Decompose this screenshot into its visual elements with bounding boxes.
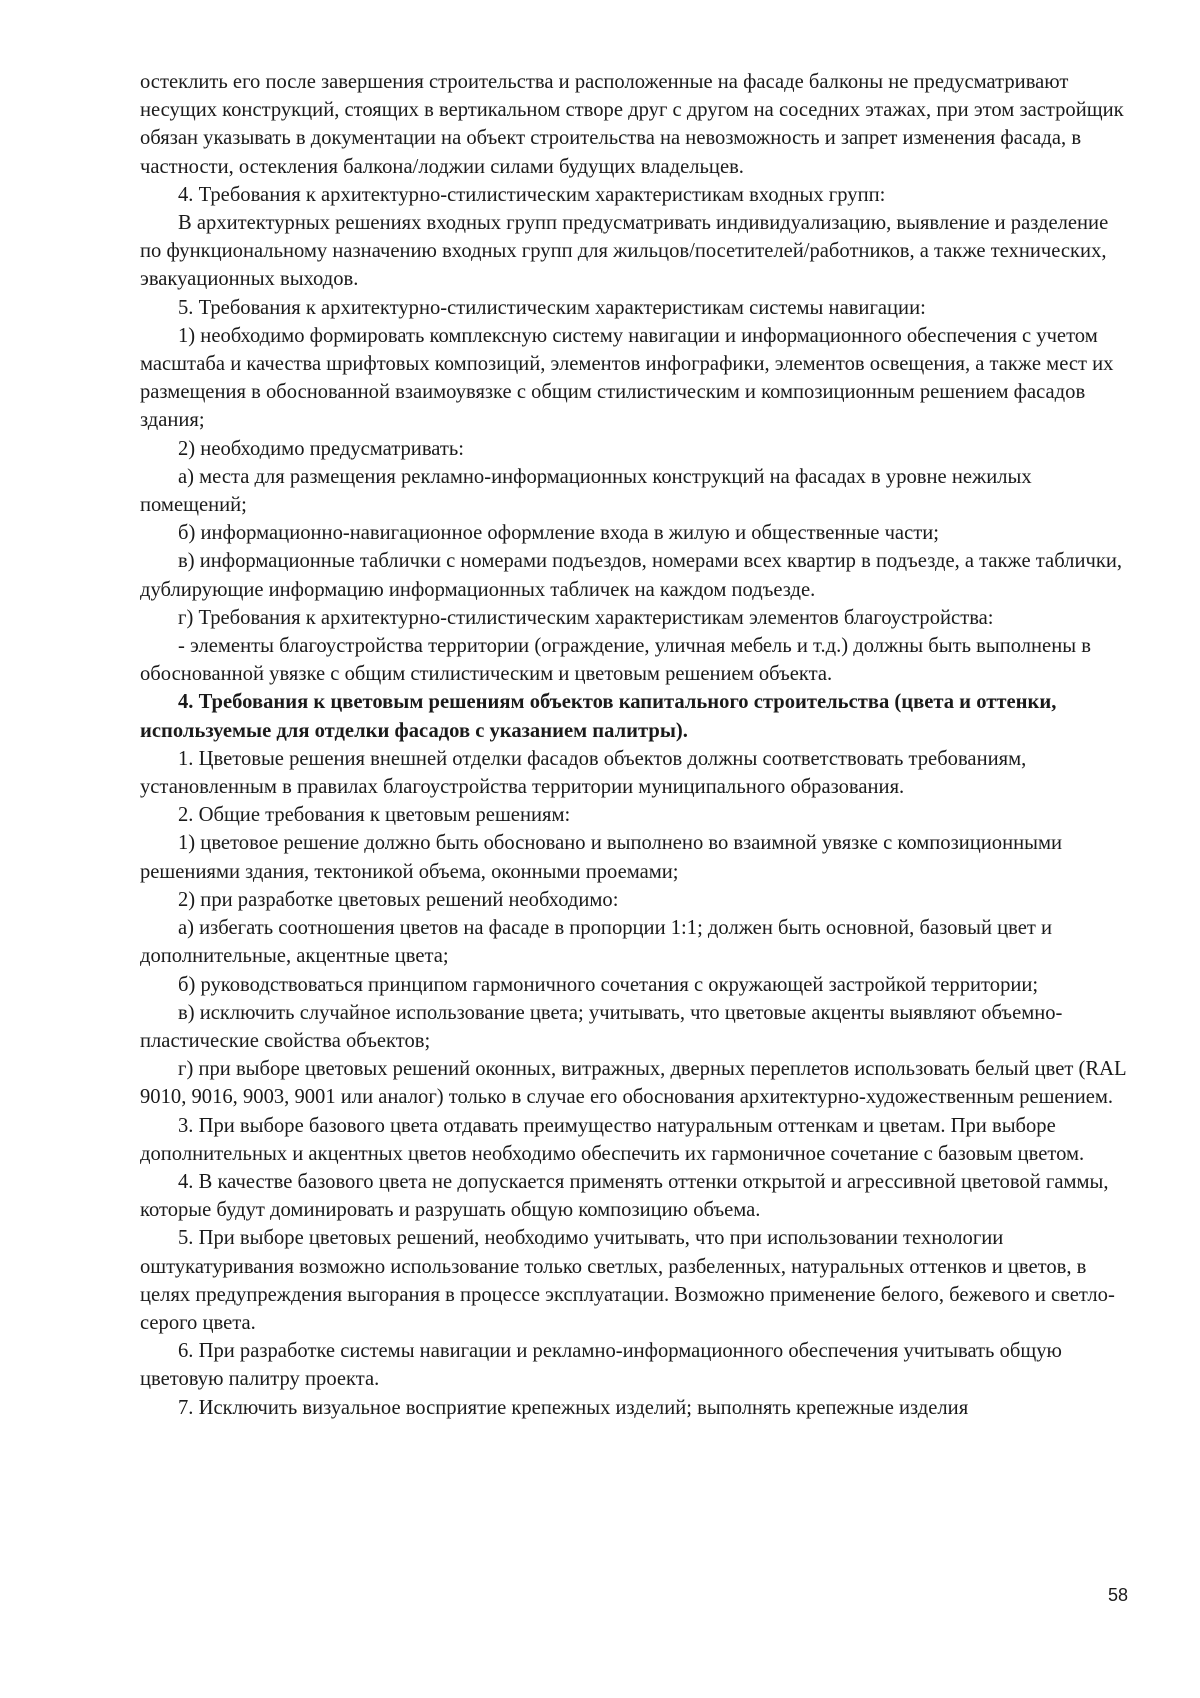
subitem-g-white-color: г) при выборе цветовых решений оконных, витражных, дверных переплетов использовать белый цвет (RAL 9010, 9016, 9003, 9001 или аналог) только в случае его обоснования архитектурно-художественным решением. (140, 1058, 1126, 1109)
subitem-1-color-solution: 1) цветовое решение должно быть обосновано и выполнено во взаимной увязке с композиционными решениями здания, тектоникой объема, оконными проемами; (140, 832, 1063, 883)
subitem-1-navigation-system: 1) необходимо формировать комплексную систему навигации и информационного обеспечения с учетом масштаба и качества шрифтовых композиций, элементов инфографики, элементов освещения, а также мест их размещения в обоснованной взаимоувязке с общим стилистическим и композиционным решением фасадов здания; (140, 324, 1114, 432)
item-3-base-color: 3. При выборе базового цвета отдавать преимущество натуральным оттенкам и цветам. При выборе дополнительных и акцентных цветов необходимо обеспечить их гармоничное сочетание с базовым цветом. (140, 1114, 1085, 1165)
item-5-navigation: 5. Требования к архитектурно-стилистическим характеристикам системы навигации: (178, 296, 926, 319)
item-7-fasteners: 7. Исключить визуальное восприятие крепежных изделий; выполнять крепежные изделия (178, 1396, 969, 1419)
subitem-b-navigation-design: б) информационно-навигационное оформление входа в жилую и общественные части; (178, 522, 939, 545)
subitem-v-info-plates: в) информационные таблички с номерами подъездов, номерами всех квартир в подъезде, а также таблички, дублирующие информацию информационных табличек на каждом подъезде. (140, 550, 1122, 601)
section-heading-color: 4. Требования к цветовым решениям объектов капитального строительства (цвета и оттенки, используемые для отделки фасадов с указанием палитры). (140, 691, 1057, 742)
item-4-base-color-restrictions: 4. В качестве базового цвета не допускается применять оттенки открытой и агрессивной цветовой гаммы, которые будут доминировать и разрушать общую композицию объема. (140, 1170, 1109, 1222)
paragraph-landscaping-elements: - элементы благоустройства территории (ограждение, уличная мебель и т.д.) должны быть выполнены в обоснованной увязке с общим стилистическим и цветовым решением объекта. (140, 635, 1091, 686)
item-4-entrance-groups: 4. Требования к архитектурно-стилистическим характеристикам входных групп: (178, 183, 886, 206)
subitem-2-provide: 2) необходимо предусматривать: (178, 437, 464, 460)
subitem-b-harmony: б) руководствоваться принципом гармоничного сочетания с окружающей застройкой территории; (178, 973, 1039, 996)
item-1-color-requirements: 1. Цветовые решения внешней отделки фасадов объектов должны соответствовать требованиям, установленным в правилах благоустройства территории муниципального образования. (140, 747, 1027, 799)
item-2-general-color: 2. Общие требования к цветовым решениям: (178, 804, 571, 827)
subitem-g-landscaping: г) Требования к архитектурно-стилистическим характеристикам элементов благоустройства: (178, 606, 994, 629)
item-5-plaster: 5. При выборе цветовых решений, необходимо учитывать, что при использовании технологии оштукатуривания возможно использование только светлых, разбеленных, натуральных оттенков и цветов, в целях предупреждения выгорания в процессе эксплуатации. Возможно применение белого, бежевого и светло-серого цвета. (140, 1227, 1115, 1334)
subitem-a-advertising: а) места для размещения рекламно-информационных конструкций на фасадах в уровне нежилых помещений; (140, 465, 1032, 517)
subitem-2-color-development: 2) при разработке цветовых решений необходимо: (178, 888, 619, 911)
item-6-navigation-palette: 6. При разработке системы навигации и рекламно-информационного обеспечения учитывать общую цветовую палитру проекта. (140, 1340, 1062, 1391)
subitem-a-proportion: а) избегать соотношения цветов на фасаде в пропорции 1:1; должен быть основной, базовый цвет и дополнительные, акцентные цвета; (140, 917, 1053, 968)
paragraph-continuation: остеклить его после завершения строительства и расположенные на фасаде балконы не предусматривают несущих конструкций, стоящих в вертикальном створе друг с другом на соседних этажах, при этом застройщик обязан указывать в документации на объект строительства на невозможность и запрет изменения фасада, в частности, остекления балкона/лоджии силами будущих владельцев. (140, 71, 1124, 178)
subitem-v-random-color: в) исключить случайное использование цвета; учитывать, что цветовые акценты выявляют объемно-пластические свойства объектов; (140, 1001, 1063, 1052)
paragraph-entrance-groups: В архитектурных решениях входных групп предусматривать индивидуализацию, выявление и разделение по функциональному назначению входных групп для жильцов/посетителей/работников, а также технических, эвакуационных выходов. (140, 212, 1109, 291)
page-number: 58 (1108, 1585, 1129, 1605)
document-page (140, 68, 1130, 1422)
